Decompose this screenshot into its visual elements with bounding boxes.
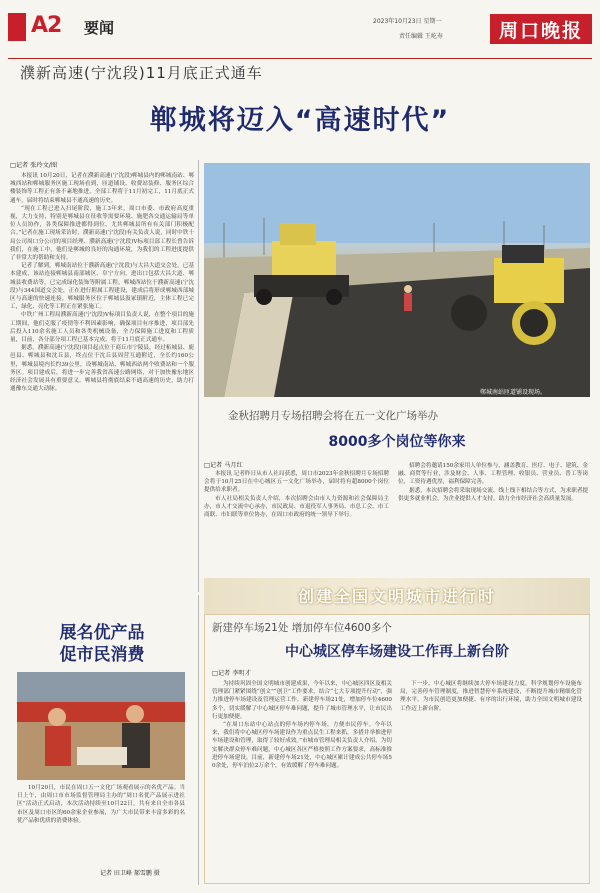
jobfair-body-right: [398, 462, 588, 574]
paragraph: 招聘会将邀请150余家用人单位参与，涵盖教育、医疗、电子、建筑、金融、商贸等行业，涉及财会、人事、工程管理、收银员、营业员、普工等岗位，工资待遇优厚，福利保障完善。: [398, 463, 588, 486]
paragraph: 本报讯 记者昨日从市人社局获悉，周口市2023年金秋招聘月专场招聘会将于10月25日在中心城区五一文化广场举办，届时将有超8000个岗位提供给求职者。: [204, 471, 389, 494]
promo-title-line2: 促市民消费: [59, 645, 145, 665]
lead-photo: [204, 163, 590, 397]
jobfair-kicker: 金秋招聘月专场招聘会将在五一文化广场举办: [228, 410, 438, 422]
column-divider: [198, 160, 199, 592]
lead-headline: 郸城将迈入“高速时代”: [149, 105, 451, 136]
paragraph: 本报讯 10月20日，记者在濮新高速(宁沈段)郸城县内的郸城南站、郸城西站和郸城服务区施工现场看到，匝道铺设、收费站装修、服务区综合楼装饰等工程正有条不紊地推进，全部工程将于11月初完工，11月底正式通车，届时将结束郸城县不通高速的历史。: [10, 173, 194, 204]
editor-credit: 责任编辑 王屹寿: [399, 33, 443, 40]
paragraph: 据悉，本次招聘会将采取现场交流、线上线下相结合等方式，为求职者提供更多就业机会，为企业提供人才支持，助力全市经济社会高质量发展。: [398, 487, 588, 502]
jobfair-headline: 8000多个岗位等你来: [328, 434, 466, 450]
newspaper-logo: 周口晚报: [490, 14, 592, 44]
parking-body-right: [400, 680, 582, 878]
parking-byline: □记者 李明才: [212, 670, 251, 677]
promo-photo: [17, 672, 185, 780]
jobfair-byline: □记者 马月红: [204, 462, 243, 469]
column-divider: [198, 595, 199, 885]
lead-byline: □记者 张玲文/图: [10, 162, 58, 169]
promo-title-line1: 展名优产品: [59, 623, 145, 643]
section-badge: [8, 13, 26, 41]
parking-headline: 中心城区停车场建设工作再上新台阶: [285, 644, 509, 660]
parking-body-left: [212, 680, 392, 878]
paragraph: “在周口东站中心站点的停车场内停车场，方便市民停车。今年以来，我们将中心城区停车场建设作为重点民生工程来抓，多措并举推进停车场建设和管理，取得了较好成效。”市城市管理局相关负责人介绍，为切实解决群众停车难问题，中心城区各区严格按照工作方案要求，高标准推进停车场建设。目前，新建停车场21处，中心城区累计建成公共停车场50余处，停车泊位2万余个，有效缓解了停车难问题。: [212, 722, 392, 770]
paragraph: 记者了解到，郸城南站位于濮新高速(宁沈段)与大昌大道交会处，已基本建成，该站连接郸城县南部城区、阜宁方向，进出口包括大昌大道、郸城县收费站等，已完成绿化装饰等附属工程。郸城西站位于濮新高速(宁沈段)与344国道交会处，正在进行附属工程建设，建成后将形成郸城西部城区与高速的快速连接。郸城服务区位于郸城县汲冢镇附近，主体工程已完工，绿化、亮化等工程正在紧张施工。: [10, 263, 194, 311]
banner-text: 创建全国文明城市进行时: [297, 587, 496, 606]
lead-kicker: 濮新高速(宁沈段)11月底正式通车: [20, 64, 263, 82]
parking-kicker: 新建停车场21处 增加停车位4600多个: [212, 622, 392, 634]
paragraph: 据悉，濮新高速(宁沈段)项目起点位于商丘市宁陵县，经过柘城县、鹿邑县、郸城县和沈丘县，终点位于沈丘县周营互通附近，全长约160公里，郸城县境内长约39公里，设郸城南站、郸城西站两个收费站和一个服务区。项目建成后，将进一步完善我省高速公路网络，对于加快豫东地区经济社会发展具有重要意义。郸城县将彻底结束不通高速的历史，助力打通豫东交通大动脉。: [10, 345, 194, 393]
issue-date: 2023年10月23日 星期一: [373, 18, 442, 25]
paving-scene-illustration: [204, 163, 590, 397]
paragraph: “现在工程已进入扫尾阶段，施工3年来，周口市委、市政府高度重视，大力支持，特别是郸城县在征收等需要环境、施肥各交通运输局等单位人员协作，各类保障推进都得到位，尤其郸城县所有有关部门积极配合。”记者在施工现场采访时，濮新高速(宁沈段)有关负责人说，同时中铁十局公司周口分公司的项目经理、濮新高速(宁沈段)V标项目部工程长曾告诉我们，在施工中，他们是郸城的良好的沟通环境，为我们的工程进度提供了非常大的帮助和支持。: [10, 205, 194, 262]
section-name: 要闻: [84, 19, 115, 37]
paragraph: 为持续巩固全国文明城市创建成果，今年以来，中心城区四区及相关管理部门紧紧围绕“创文”“创卫”工作要求，结合“七大专项提升行动”，强力推进停车场建设及管理运营工作。新建停车场21处，增加停车位4600多个，切实缓解了中心城区停车难问题，提升了城市管理水平，让市民出行更加便捷。: [212, 681, 392, 720]
page-number: A2: [31, 13, 62, 38]
lead-body: [10, 172, 194, 592]
promo-caption: [17, 784, 185, 864]
paragraph: 中铁广州工程局濮新高速(宁沈段)V标项目负责人说，在整个项目的施工期间，他们克服了疫情等不利因素影响，确保项目有序推进，项目部先后投入110余名施工人员和各类机械设备，全力保障施工进度和工程质量，目前，各分部分项工程已基本完成，将于11月底正式通车。: [10, 312, 194, 344]
paragraph: 下一步，中心城区将继续加大停车场建设力度，科学规划停车设施布局，完善停车管理制度，推进智慧停车系统建设，不断提升城市精细化管理水平，为市民创造更加便捷、有序的出行环境，助力全国文明城市建设工作迈上新台阶。: [400, 681, 582, 712]
market-scene-illustration: [17, 672, 185, 780]
paragraph: 10月20日，市民在周口五一文化广场观看展示的名优产品。当日上午，由周口市市场监督管理局主办的“周口名优产品展示进社区”活动正式启动，本次活动持续至10月22日，共有来自全市各县市区及周口市区的60余家企业参展，为广大市民带来丰富多彩的名优产品和优质的消费体验。: [17, 785, 185, 824]
jobfair-body-left: [204, 470, 389, 574]
promo-photographer: 记者 田卫峰 郝雪鹏 摄: [100, 870, 160, 877]
campaign-banner: [204, 578, 590, 614]
paragraph: 市人社局相关负责人介绍，本次招聘会由市人力资源和社会保障局主办，市人才交流中心承办，市民政局、市退役军人事务局、市总工会、市工商联、市妇联等单位协办，在周口市政府的统一领导下举行。: [204, 495, 389, 519]
header-rule: [8, 58, 592, 59]
photo-caption: 郸城南站匝道铺设现场。: [480, 389, 547, 396]
